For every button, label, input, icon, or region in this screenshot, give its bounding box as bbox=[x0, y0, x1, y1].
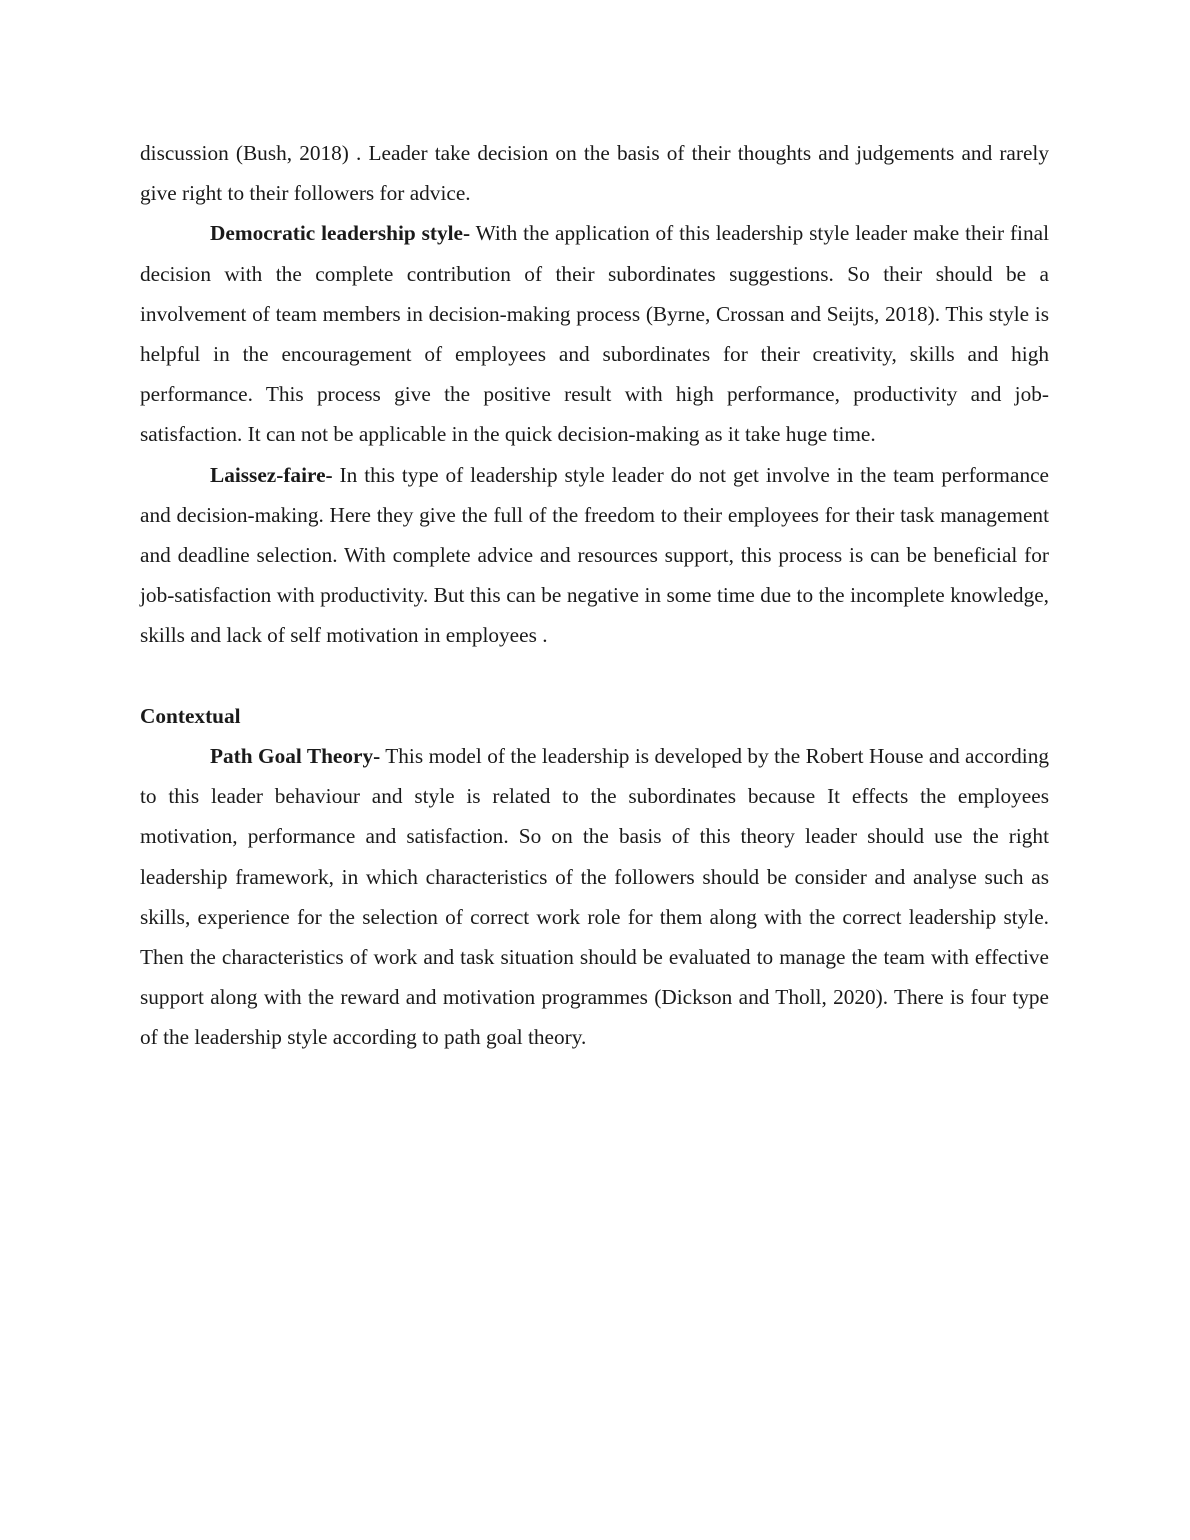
paragraph-path-goal-theory bbox=[140, 736, 1049, 1058]
term-democratic-leadership: Democratic leadership style- bbox=[210, 221, 471, 246]
paragraph-text: With the application of this leadership style leader make their final decision with the complete contribution of their subordinates suggestions. So their should be a involvement of team members in decision-making process (Byrne, Crossan and Seijts, 2018). This style is helpful in the encouragement of employees and subordinates for their creativity, skills and high performance. This process give the positive result with high performance, productivity and job-satisfaction. It can not be applicable in the quick decision-making as it take huge time. bbox=[140, 221, 1049, 447]
term-laissez-faire: Laissez-faire- bbox=[210, 462, 333, 487]
paragraph-text: This model of the leadership is developed by the Robert House and according to this leader behaviour and style is related to the subordinates because It effects the employees motivation, performance and satisfaction. So on the basis of this theory leader should use the right leadership framework, in which characteristics of the followers should be consider and analyse such as skills, experience for the selection of correct work role for them along with the correct leadership style. Then the characteristics of work and task situation should be evaluated to manage the team with effective support along with the reward and motivation programmes (Dickson and Tholl, 2020). There is four type of the leadership style according to path goal theory. bbox=[140, 744, 1050, 1050]
paragraph-text: In this type of leadership style leader do not get involve in the team performance and decision-making. Here they give the full of the freedom to their employees for their task management and deadline selection. With complete advice and resources support, this process is can be beneficial for job-satisfaction with productivity. But this can be negative in some time due to the incomplete knowledge, skills and lack of self motivation in employees . bbox=[140, 462, 1049, 648]
section-heading-contextual: Contextual bbox=[140, 703, 241, 728]
paragraph-text: discussion (Bush, 2018) . Leader take decision on the basis of their thoughts and judgements and rarely give right to their followers for advice. bbox=[140, 141, 1049, 206]
paragraph-laissez-faire bbox=[140, 455, 1049, 656]
blank-line bbox=[140, 656, 1049, 696]
document-page bbox=[140, 133, 1049, 1058]
paragraph-democratic bbox=[140, 213, 1049, 454]
term-path-goal-theory: Path Goal Theory- bbox=[210, 744, 381, 769]
paragraph-autocratic-continuation bbox=[140, 133, 1049, 213]
